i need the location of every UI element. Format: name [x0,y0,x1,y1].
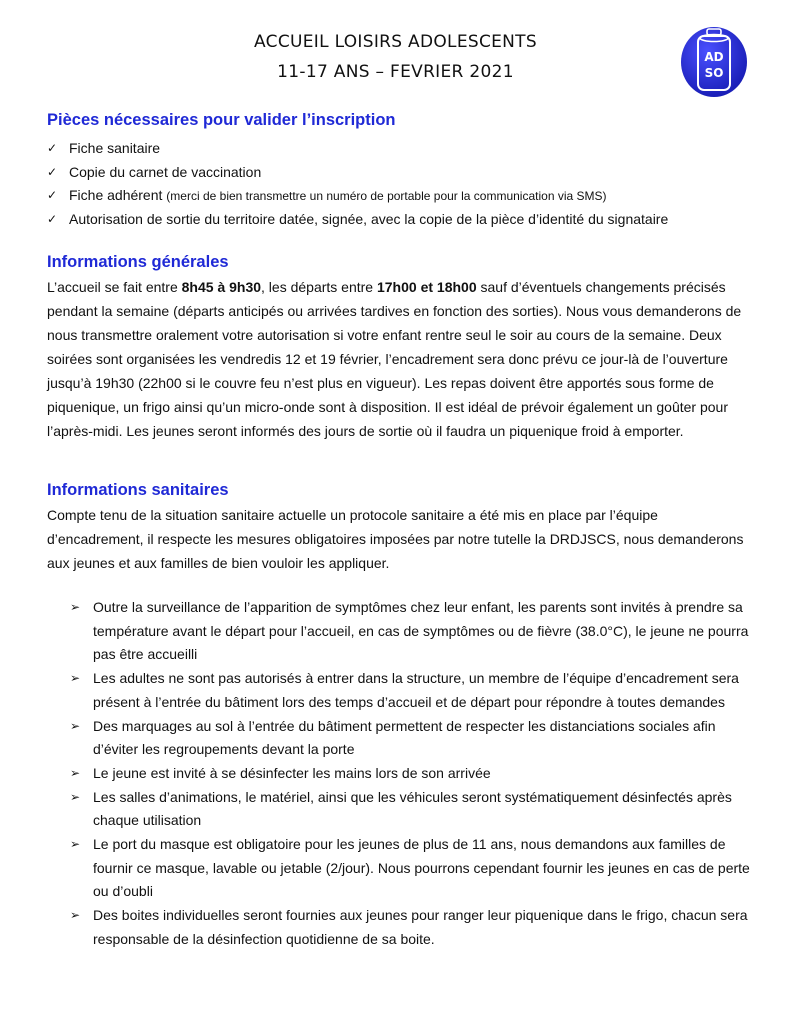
sanitary-measure-text: Outre la surveillance de l’apparition de symptômes chez leur enfant, les parents sont invités à prendre sa température avant le départ pour l’accueil, en cas de symptômes ou de fièvre (38.0°C), le jeune ne pourra pas être accueilli [93,599,749,663]
check-mark-icon: ✓ [47,164,58,179]
required-documents-list [47,137,767,231]
sanitary-measure-item [70,833,760,904]
required-document-item [47,184,767,208]
section-heading-general: Informations générales [47,253,229,271]
required-document-label: Copie du carnet de vaccination [69,163,262,180]
sanitary-measure-text: Des marquages au sol à l’entrée du bâtiment permettent de respecter les distanciations sociales afin d’éviter les regroupements devant la porte [93,717,716,758]
required-document-item [47,161,767,185]
general-text: L’accueil se fait entre [47,279,182,295]
sanitary-measure-text: Le jeune est invité à se désinfecter les mains lors de son arrivée [93,764,491,781]
arrow-bullet-icon: ➢ [70,718,81,733]
arrow-bullet-icon: ➢ [70,671,81,686]
required-document-item [47,137,767,161]
arrow-bullet-icon: ➢ [70,765,81,780]
document-title: ACCUEIL LOISIRS ADOLESCENTS [254,32,537,52]
sanitary-measure-text: Des boites individuelles seront fournies aux jeunes pour ranger leur piquenique dans le frigo, chacun sera responsable de la désinfection quotidienne de sa boite. [93,907,748,947]
sanitary-measure-item [70,715,760,762]
sanitary-measure-item [70,904,760,951]
sanitary-measure-item [70,596,760,667]
sanitary-measure-item [70,667,760,714]
document-subtitle: 11-17 ANS – FEVRIER 2021 [277,62,514,82]
departure-hours: 17h00 et 18h00 [376,279,477,295]
check-mark-icon: ✓ [47,188,58,202]
svg-text:SO: SO [704,66,724,80]
sanitary-measures-list [70,596,760,952]
arrival-hours: 8h45 à 9h30 [181,279,262,295]
sanitary-measure-item [70,786,760,833]
sanitary-measure-text: Le port du masque est obligatoire pour les jeunes de plus de 11 ans, nous demandons aux familles de fournir ce masque, lavable ou jetable (2/jour). Nous pourrons cependant fournir les jeunes en cas de perte ou d’oubli [93,836,750,900]
sanitary-measure-text: Les salles d’animations, le matériel, ainsi que les véhicules seront systématiquement désinfectés après chaque utilisation [93,788,732,829]
section-heading-pieces: Pièces nécessaires pour valider l’inscription [47,111,396,129]
arrow-bullet-icon: ➢ [70,837,81,852]
section-heading-sanitary: Informations sanitaires [47,481,229,499]
required-document-label: Fiche sanitaire [69,140,161,156]
required-document-note: (merci de bien transmettre un numéro de portable pour la communication via SMS) [166,189,607,203]
required-document-label: Autorisation de sortie du territoire datée, signée, avec la copie de la pièce d’identité du signataire [69,210,669,227]
svg-text:AD: AD [704,50,724,64]
general-info-paragraph [47,275,752,443]
arrow-bullet-icon: ➢ [70,789,81,804]
required-document-item [47,208,767,232]
general-text: , les départs entre [261,279,377,295]
sanitary-intro-paragraph: Compte tenu de la situation sanitaire actuelle un protocole sanitaire a été mis en place par l’équipe d’encadrement, il respecte les mesures obligatoires imposées par notre tutelle la DRDJSCS, nous demanderons aux jeunes et aux familles de bien vouloir les appliquer. [47,507,744,571]
arrow-bullet-icon: ➢ [70,600,81,614]
sanitary-measure-item [70,762,760,786]
check-mark-icon: ✓ [47,141,58,155]
adso-logo [680,26,748,98]
arrow-bullet-icon: ➢ [70,908,81,923]
required-document-label: Fiche adhérent [69,187,163,203]
sanitary-measure-text: Les adultes ne sont pas autorisés à entrer dans la structure, un membre de l’équipe d’encadrement sera présent à l’entrée du bâtiment lors des temps d’accueil et de départ pour répondre à toutes demandes [93,670,739,710]
check-mark-icon: ✓ [47,211,58,226]
general-text: sauf d’éventuels changements précisés pendant la semaine (départs anticipés ou arrivées tardives en fonction des sorties). Nous vous demanderons de nous transmettre oralement votre autorisation si votre enfant rentre seul le soir au cours de la semaine. Deux soirées sont organisées les vendredis 12 et 19 février, l’encadrement sera donc prévu ce jour-là de l’ouverture jusqu’à 19h30 (22h00 si le couvre feu n’est plus en vigueur). Les repas doivent être apportés sous forme de piquenique, un frigo ainsi qu’un micro-onde sont à disposition. Il est idéal de prévoir également un goûter pour l’après-midi. Les jeunes seront informés des jours de sortie où il faudra un piquenique froid à emporter. [47,279,742,439]
